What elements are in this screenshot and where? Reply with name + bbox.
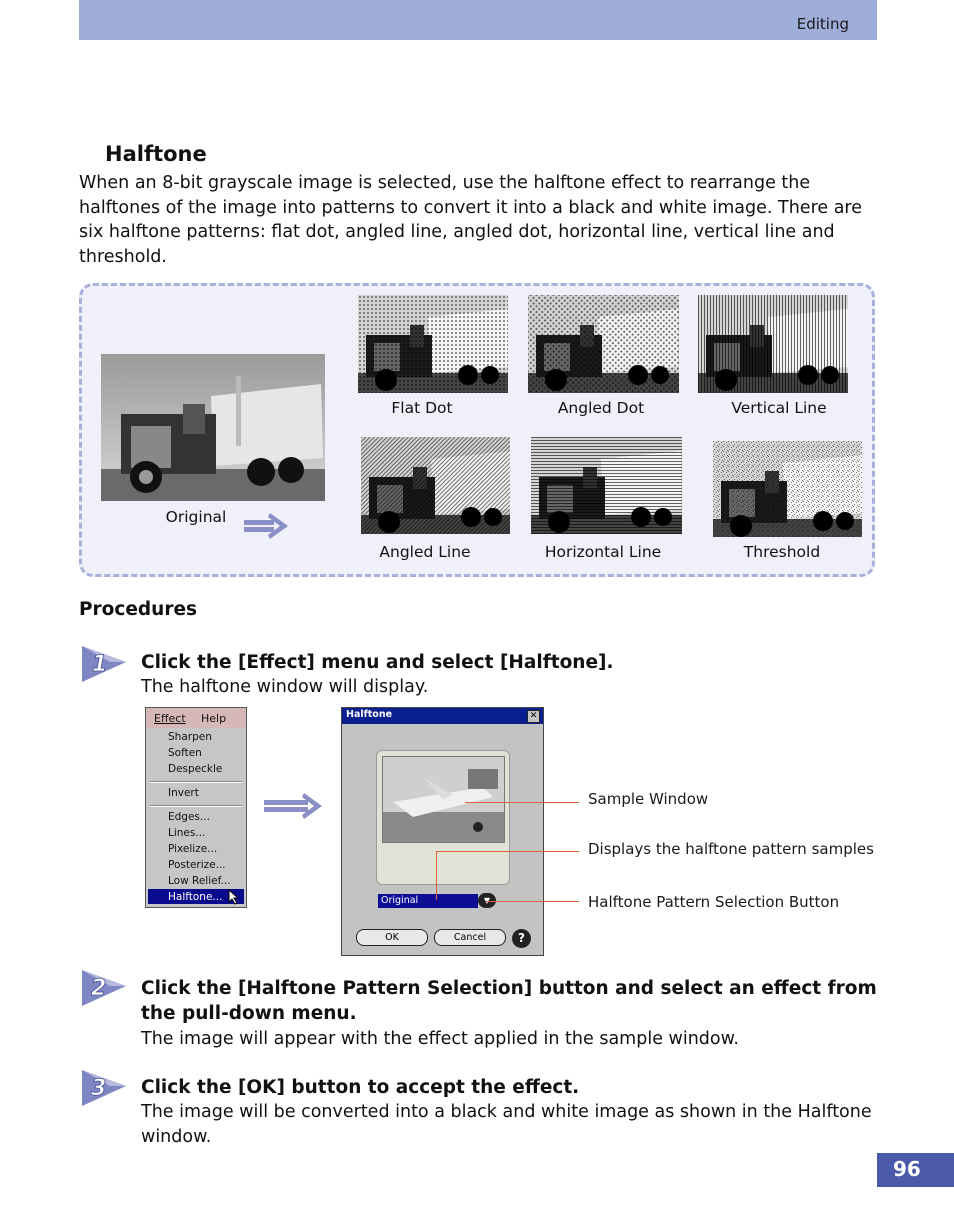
pattern-label: Angled Line <box>379 543 471 561</box>
close-button[interactable]: ✕ <box>527 710 540 723</box>
section-label: Editing <box>796 15 849 33</box>
pattern-selection-button[interactable]: ▼ <box>478 893 496 908</box>
menu-item-low-relief[interactable]: Low Relief... <box>168 875 231 887</box>
callout-sample-window: Sample Window <box>588 790 709 808</box>
menu-help[interactable]: Help <box>201 712 227 725</box>
step-3-description: The image will be converted into a black and white image as shown in the Halftone window. <box>141 1102 872 1147</box>
procedures-heading: Procedures <box>79 599 198 620</box>
pattern-image-horizontal-line <box>531 437 682 534</box>
pattern-image-vertical-line <box>698 295 848 393</box>
menu-effect[interactable]: Effect <box>154 712 186 725</box>
pattern-select[interactable]: Original <box>378 894 478 908</box>
pattern-label: Flat Dot <box>391 399 453 417</box>
header-bar <box>79 0 877 40</box>
menu-separator <box>150 805 242 807</box>
menu-item-posterize[interactable]: Posterize... <box>168 859 226 871</box>
help-icon[interactable]: ? <box>512 929 531 948</box>
step-number: 3 <box>91 1076 107 1101</box>
halftone-dialog <box>341 707 544 956</box>
menu-item-pixelize[interactable]: Pixelize... <box>168 843 218 855</box>
step-number: 2 <box>91 976 107 1001</box>
arrow-icon <box>264 791 324 825</box>
pattern-image-threshold <box>713 441 862 537</box>
dialog-title: Halftone <box>346 709 393 720</box>
step-1-title: Click the [Effect] menu and select [Halftone]. <box>141 652 614 673</box>
pattern-label: Vertical Line <box>731 399 827 417</box>
cursor-icon <box>228 889 240 905</box>
step-2-title: Click the [Halftone Pattern Selection] button and select an effect from the pull-down menu. <box>141 978 877 1024</box>
step-1-description: The halftone window will display. <box>141 677 429 697</box>
original-label: Original <box>165 508 227 526</box>
step-3-badge <box>80 1068 128 1112</box>
pattern-image-flat-dot <box>358 295 508 393</box>
callout-line-sample <box>465 802 579 803</box>
page-title: Halftone <box>105 142 207 166</box>
menu-bar <box>146 708 246 728</box>
callout-line-displays <box>436 851 579 852</box>
callout-line-displays-v <box>436 851 437 900</box>
original-image <box>101 354 325 501</box>
menu-item-soften[interactable]: Soften <box>168 747 202 759</box>
step-1-badge <box>80 644 128 688</box>
callout-selection-button: Halftone Pattern Selection Button <box>588 893 840 911</box>
pattern-image-angled-dot <box>528 295 679 393</box>
callout-displays-samples: Displays the halftone pattern samples <box>588 840 874 858</box>
dialog-title-bar <box>342 708 543 724</box>
callout-line-button <box>486 901 579 902</box>
step-2-description: The image will appear with the effect applied in the sample window. <box>141 1029 739 1049</box>
step-2-badge <box>80 968 128 1012</box>
pattern-label: Horizontal Line <box>544 543 662 561</box>
menu-item-sharpen[interactable]: Sharpen <box>168 731 212 743</box>
pattern-label: Angled Dot <box>557 399 645 417</box>
menu-item-halftone[interactable]: Halftone... <box>168 891 223 903</box>
effect-menu-screenshot <box>145 707 247 908</box>
sample-window <box>382 756 505 843</box>
ok-button[interactable]: OK <box>356 929 428 946</box>
arrow-icon <box>244 511 290 545</box>
intro-paragraph: When an 8-bit grayscale image is selected, use the halftone effect to rearrange the halftones of the image into patterns to convert it into a black and white image. There are six halftone patterns: flat dot, angled line, angled dot, horizontal line, vertical line and threshold. <box>79 173 863 267</box>
sample-panel <box>376 750 510 885</box>
menu-item-despeckle[interactable]: Despeckle <box>168 763 223 775</box>
menu-item-invert[interactable]: Invert <box>168 787 199 799</box>
page-number: 96 <box>893 1157 921 1181</box>
step-3-title: Click the [OK] button to accept the effect. <box>141 1077 580 1098</box>
menu-separator <box>150 781 242 783</box>
menu-item-edges[interactable]: Edges... <box>168 811 210 823</box>
step-number: 1 <box>92 652 108 677</box>
pattern-label: Threshold <box>743 543 821 561</box>
pattern-image-angled-line <box>361 437 510 534</box>
cancel-button[interactable]: Cancel <box>434 929 506 946</box>
menu-item-lines[interactable]: Lines... <box>168 827 206 839</box>
